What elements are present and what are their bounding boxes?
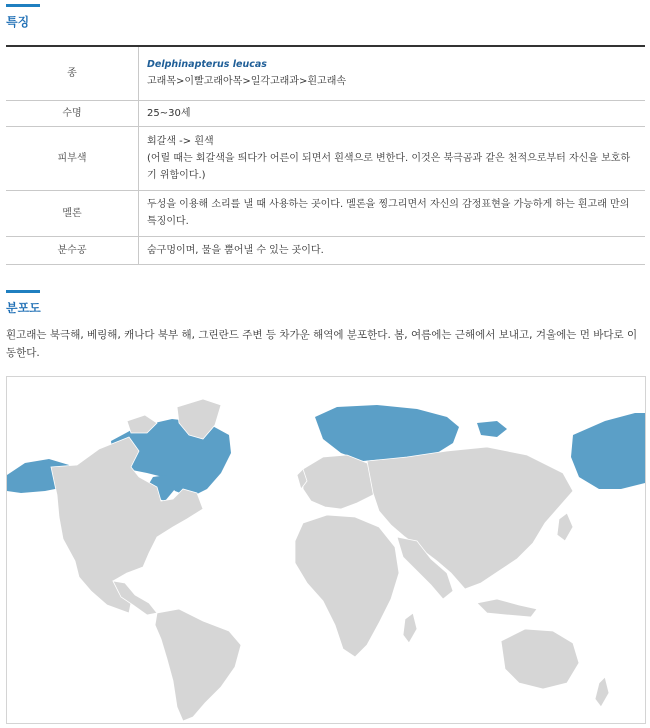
land bbox=[51, 399, 609, 721]
table-row bbox=[6, 126, 645, 190]
table-row bbox=[6, 100, 645, 126]
section-accent-bar bbox=[6, 290, 40, 293]
madagascar bbox=[403, 613, 417, 643]
africa bbox=[295, 515, 399, 657]
row-key-blowhole: 분수공 bbox=[6, 236, 139, 264]
japan bbox=[557, 513, 573, 541]
table-row bbox=[6, 190, 645, 236]
row-key-melon: 멜론 bbox=[6, 190, 139, 236]
features-heading: 특징 bbox=[6, 15, 30, 29]
row-key-species: 종 bbox=[6, 46, 139, 100]
australia bbox=[501, 629, 579, 689]
skin-color-change: 회갈색 -> 흰색 bbox=[147, 135, 214, 147]
taxonomy: 고래목>이빨고래아목>일각고래과>흰고래속 bbox=[147, 76, 347, 88]
section-accent-bar bbox=[6, 4, 40, 7]
row-value-melon: 두성을 이용해 소리를 낼 때 사용하는 곳이다. 멜론을 찡그리면서 자신의 감정표현을 가능하게 하는 흰고래 만의 특징이다. bbox=[139, 190, 646, 236]
south-america bbox=[155, 609, 241, 721]
table-row bbox=[6, 236, 645, 264]
distribution-description: 흰고래는 북극해, 베링해, 캐나다 북부 해, 그린란드 주변 등 차가운 해역에 분포한다. 봄, 여름에는 근해에서 보내고, 겨울에는 먼 바다로 이동한다. bbox=[6, 329, 638, 359]
range-siberia-east bbox=[477, 421, 507, 437]
features-table bbox=[6, 45, 645, 265]
row-key-skin-color: 피부색 bbox=[6, 126, 139, 190]
row-value-species bbox=[139, 46, 646, 100]
scientific-name: Delphinapterus leucas bbox=[147, 59, 267, 71]
row-key-lifespan: 수명 bbox=[6, 100, 139, 126]
distribution-section-header bbox=[6, 290, 41, 316]
distribution-map bbox=[6, 376, 646, 724]
skin-color-note: (어릴 때는 회갈색을 띄다가 어른이 되면서 흰색으로 변한다. 이것은 북극곰과 같은 천적으로부터 자신을 보호하기 위함이다.) bbox=[147, 152, 631, 181]
row-value-blowhole: 숨구멍이며, 물을 뿜어낼 수 있는 곳이다. bbox=[139, 236, 646, 264]
table-row bbox=[6, 46, 645, 100]
distribution-heading: 분포도 bbox=[6, 301, 41, 315]
row-value-lifespan: 25~30세 bbox=[139, 100, 646, 126]
features-section-header bbox=[6, 4, 40, 30]
row-value-skin-color bbox=[139, 126, 646, 190]
indonesia bbox=[477, 599, 537, 617]
range-bering-west bbox=[571, 413, 645, 489]
world-map bbox=[7, 377, 645, 723]
new-zealand bbox=[595, 677, 609, 707]
